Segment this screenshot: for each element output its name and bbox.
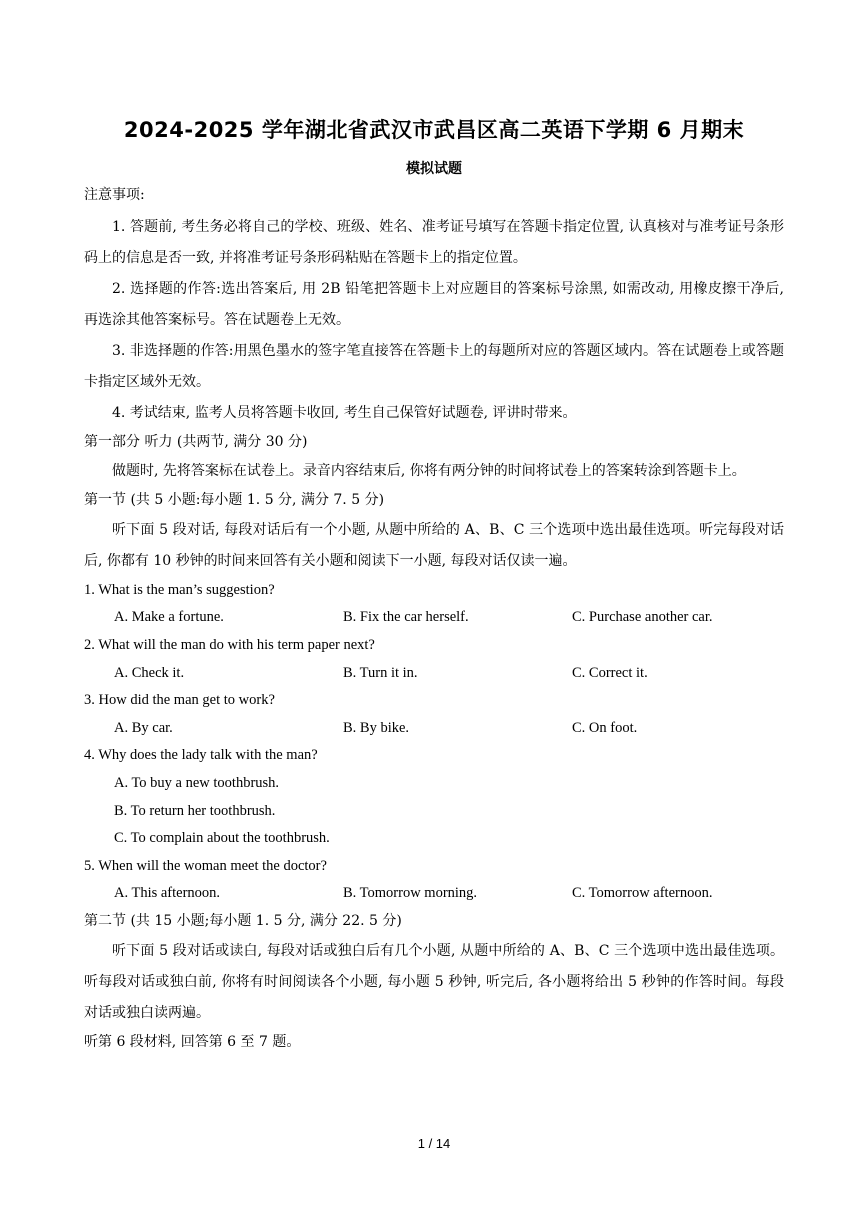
notice-item: 1. 答题前, 考生务必将自己的学校、班级、姓名、准考证号填写在答题卡指定位置, 认真核对与准考证号条形码上的信息是否一致, 并将准考证号条形码粘贴在答题卡上的指定位置。 (84, 218, 784, 266)
question-5: 5. When will the woman meet the doctor? (84, 857, 327, 874)
part1-instruction: 做题时, 先将答案标在试卷上。录音内容结束后, 你将有两分钟的时间将试卷上的答案转涂到答题卡上。 (112, 463, 746, 480)
listen-note: 听第 6 段材料, 回答第 6 至 7 题。 (84, 1033, 301, 1050)
page-title: 2024-2025 学年湖北省武汉市武昌区高二英语下学期 6 月期末 (123, 118, 745, 142)
question-4: 4. Why does the lady talk with the man? (84, 747, 318, 764)
section1-instruction: 听下面 5 段对话, 每段对话后有一个小题, 从题中所给的 A、B、C 三个选项中选出最佳选项。听完每段对话后, 你都有 10 秒钟的时间来回答有关小题和阅读下一小题, 每段对话仅读一遍。 (84, 521, 784, 569)
page-body (84, 182, 784, 1056)
option-c: C. To complain about the toothbrush. (114, 830, 330, 847)
option-b: B. Fix the car herself. (343, 609, 469, 626)
option-b: B. By bike. (343, 719, 410, 736)
question-1-options (84, 604, 784, 632)
option-a: A. To buy a new toothbrush. (114, 774, 280, 791)
option-a: A. Check it. (114, 664, 185, 681)
page-subtitle: 模拟试题 (406, 161, 462, 177)
notice-item: 2. 选择题的作答:选出答案后, 用 2B 铅笔把答题卡上对应题目的答案标号涂黑, 如需改动, 用橡皮擦干净后, 再选涂其他答案标号。答在试题卷上无效。 (84, 280, 784, 328)
question-3-options (84, 715, 784, 743)
option-a: A. This afternoon. (114, 885, 221, 902)
option-b: B. Tomorrow morning. (343, 885, 478, 902)
question-2-options (84, 660, 784, 688)
section1-heading: 第一节 (共 5 小题:每小题 1. 5 分, 满分 7. 5 分) (84, 492, 385, 509)
option-a: A. By car. (114, 719, 173, 736)
option-c: C. Tomorrow afternoon. (572, 885, 713, 902)
option-c: C. On foot. (572, 719, 638, 736)
section2-heading: 第二节 (共 15 小题;每小题 1. 5 分, 满分 22. 5 分) (84, 912, 402, 929)
notice-heading: 注意事项: (84, 187, 145, 203)
section2-instruction: 听下面 5 段对话或读白, 每段对话或独白后有几个小题, 从题中所给的 A、B、C 三个选项中选出最佳选项。听每段对话或独白前, 你将有时间阅读各个小题, 每小题 5 秒钟, 听完后, 各小题将给出 5 秒钟的作答时间。每段对话或独白读两遍。 (84, 942, 784, 1021)
notice-item: 4. 考试结束, 监考人员将答题卡收回, 考生自己保管好试题卷, 评讲时带来。 (112, 404, 577, 421)
notice-item: 3. 非选择题的作答:用黑色墨水的签字笔直接答在答题卡上的每题所对应的答题区域内。答在试题卷上或答题卡指定区域外无效。 (84, 342, 784, 390)
option-c: C. Purchase another car. (572, 609, 713, 626)
question-5-options (84, 880, 784, 908)
question-1: 1. What is the man’s suggestion? (84, 581, 275, 598)
part1-heading: 第一部分 听力 (共两节, 满分 30 分) (84, 433, 308, 450)
option-a: A. Make a fortune. (114, 609, 224, 626)
option-b: B. To return her toothbrush. (114, 802, 276, 819)
page-number: 1 / 14 (417, 1136, 451, 1151)
option-b: B. Turn it in. (343, 664, 418, 681)
question-2: 2. What will the man do with his term paper next? (84, 636, 375, 653)
option-c: C. Correct it. (572, 664, 648, 681)
question-3: 3. How did the man get to work? (84, 692, 275, 709)
